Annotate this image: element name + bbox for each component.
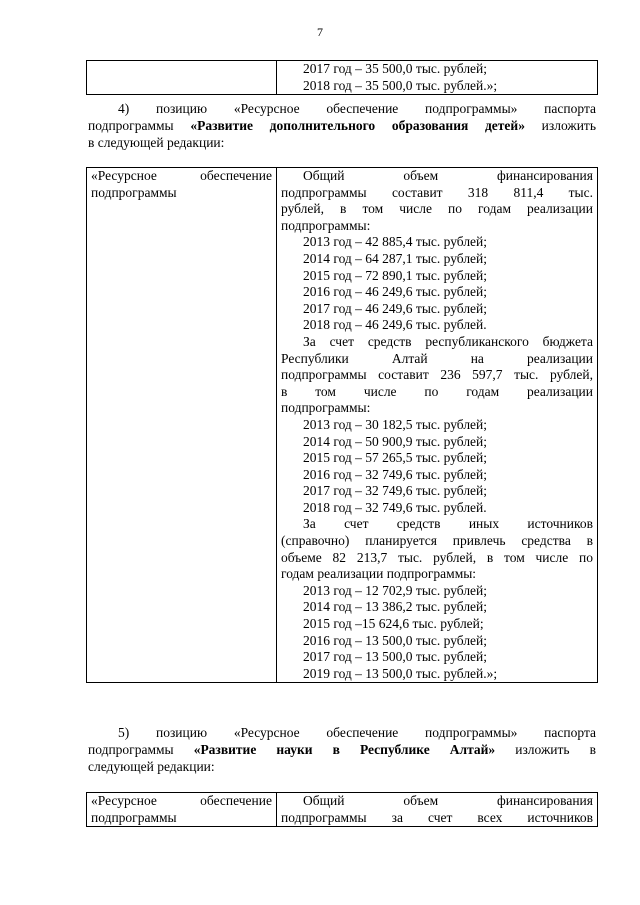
paragraph-5-line: 5) позицию «Ресурсное обеспечение подпрограммы» паспорта: [118, 725, 596, 740]
subprogram-title: «Развитие дополнительного образования детей»: [190, 118, 525, 133]
resource-label-cell: [87, 168, 277, 683]
paragraph-5-line: подпрограммы «Развитие науки в Республике Алтай» изложить в: [88, 742, 596, 757]
resource-line: За счет средств иных источников: [303, 516, 593, 532]
resource-line: 2014 год – 13 386,2 тыс. рублей;: [303, 599, 488, 615]
paragraph-4: [88, 100, 596, 151]
resource-line: 2017 год – 32 749,6 тыс. рублей;: [303, 483, 488, 499]
resource-line: (справочно) планируется привлечь средства в: [281, 533, 593, 549]
resource-line: подпрограммы составит 318 811,4 тыс.: [281, 184, 593, 200]
paragraph-4-line: 4) позицию «Ресурсное обеспечение подпрограммы» паспорта: [118, 101, 596, 116]
top-table-row: 2017 год – 35 500,0 тыс. рублей;: [303, 61, 488, 76]
resource-table-4: [86, 167, 598, 683]
page-number: 7: [317, 25, 323, 39]
resource-line: 2015 год –15 624,6 тыс. рублей;: [303, 616, 484, 632]
resource-line: 2016 год – 46 249,6 тыс. рублей;: [303, 284, 488, 300]
resource-line: 2018 год – 46 249,6 тыс. рублей.: [303, 317, 487, 333]
resource-line: 2013 год – 12 702,9 тыс. рублей;: [303, 582, 488, 598]
subprogram-title: «Развитие науки в Республике Алтай»: [193, 742, 496, 757]
resource-label-line: подпрограммы: [91, 809, 177, 825]
paragraph-5: [88, 724, 596, 775]
resource-line: подпрограммы составит 236 597,7 тыс. рублей,: [281, 367, 593, 383]
resource-label-cell: [87, 793, 277, 827]
top-table-value-cell: [277, 61, 598, 95]
resource-line: 2014 год – 50 900,9 тыс. рублей;: [303, 433, 488, 449]
resource-line: 2015 год – 57 265,5 тыс. рублей;: [303, 450, 488, 466]
paragraph-4-line: в следующей редакции:: [88, 135, 225, 150]
resource-label-line: «Ресурсное обеспечение: [91, 168, 272, 183]
resource-line: 2017 год – 13 500,0 тыс. рублей;: [303, 649, 488, 665]
resource-line: 2016 год – 13 500,0 тыс. рублей;: [303, 632, 488, 648]
top-table-empty-cell: [87, 61, 277, 95]
top-table: [86, 60, 598, 95]
resource-line: Республики Алтай на реализации: [281, 350, 593, 366]
resource-label-line: подпрограммы: [91, 184, 177, 200]
resource-line: 2019 год – 13 500,0 тыс. рублей.»;: [303, 665, 498, 681]
resource-content-cell: [277, 168, 598, 683]
resource-label-line: «Ресурсное обеспечение: [91, 793, 272, 808]
resource-line: 2013 год – 42 885,4 тыс. рублей;: [303, 234, 488, 250]
resource-line: подпрограммы за счет всех источников: [281, 809, 593, 825]
resource-line: 2015 год – 72 890,1 тыс. рублей;: [303, 267, 488, 283]
resource-line: подпрограммы:: [281, 217, 371, 233]
resource-line: объеме 82 213,7 тыс. рублей, в том числе по: [281, 549, 593, 565]
resource-line: Общий объем финансирования: [303, 793, 593, 808]
resource-table-5: [86, 792, 598, 827]
paragraph-4-line: подпрограммы «Развитие дополнительного образования детей» изложить: [88, 118, 596, 133]
resource-line: 2016 год – 32 749,6 тыс. рублей;: [303, 466, 488, 482]
resource-line: подпрограммы:: [281, 400, 371, 416]
resource-line: годам реализации подпрограммы:: [281, 566, 477, 582]
paragraph-5-line: следующей редакции:: [88, 759, 215, 774]
resource-line: За счет средств республиканского бюджета: [303, 333, 593, 349]
resource-line: 2018 год – 32 749,6 тыс. рублей.: [303, 499, 487, 515]
resource-line: 2014 год – 64 287,1 тыс. рублей;: [303, 250, 488, 266]
resource-content-cell: [277, 793, 598, 827]
resource-line: 2017 год – 46 249,6 тыс. рублей;: [303, 300, 488, 316]
resource-line: Общий объем финансирования: [303, 168, 593, 183]
resource-line: рублей, в том числе по годам реализации: [281, 201, 593, 217]
resource-line: 2013 год – 30 182,5 тыс. рублей;: [303, 416, 488, 432]
top-table-row: 2018 год – 35 500,0 тыс. рублей.»;: [303, 77, 498, 93]
resource-line: в том числе по годам реализации: [281, 383, 593, 399]
